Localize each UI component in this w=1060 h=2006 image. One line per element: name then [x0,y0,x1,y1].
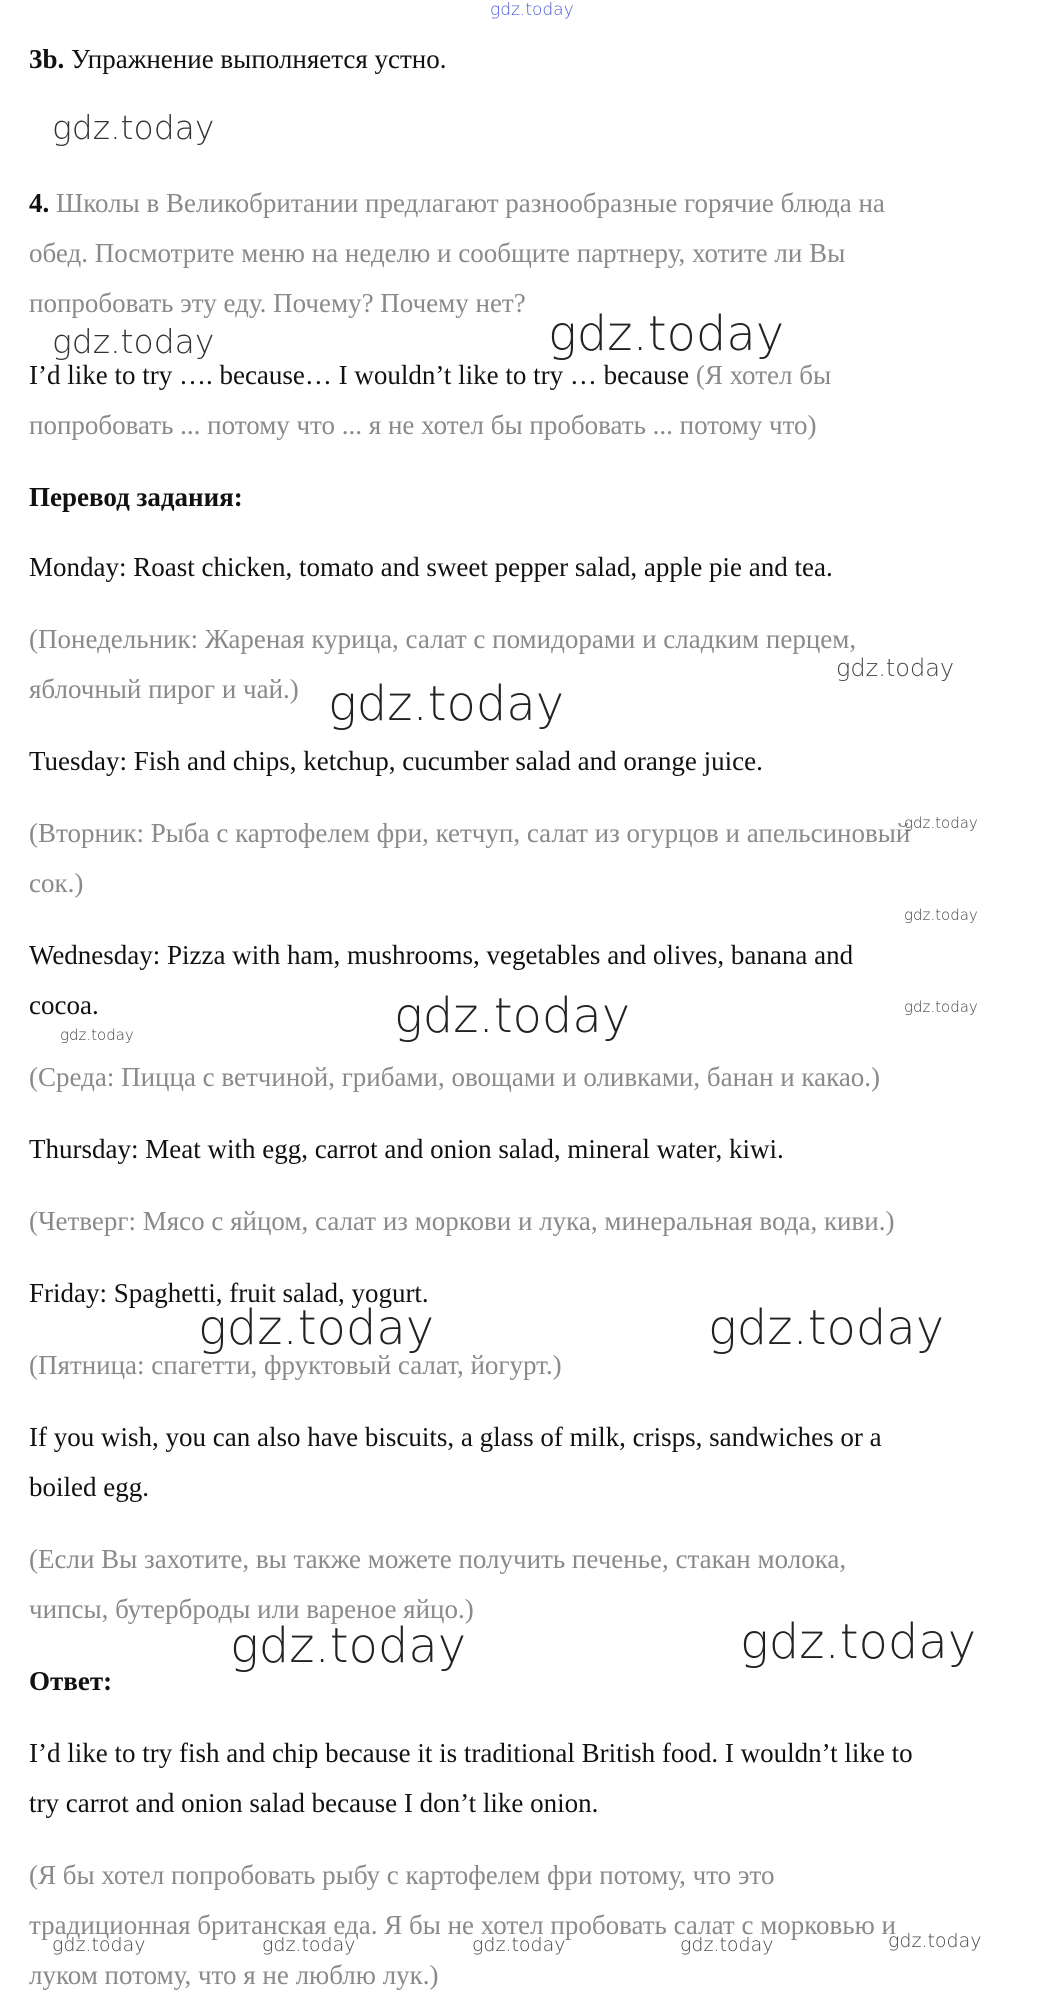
watermark: gdz.today [328,676,565,732]
exercise-4-number: 4. [29,188,50,218]
pattern-ru-1: (Я хотел бы [689,360,832,390]
answer-ru-1: (Я бы хотел попробовать рыбу с картофелем фри потому, что это [29,1860,775,1890]
watermark: gdz.today [904,814,978,832]
friday-en: Friday: Spaghetti, fruit salad, yogurt. [29,1278,429,1308]
pattern-ru-2: попробовать ... потому что ... я не хотел бы пробовать ... потому что) [29,410,817,440]
watermark: gdz.today [740,1614,977,1670]
wednesday-en-1: Wednesday: Pizza with ham, mushrooms, vegetables and olives, banana and [29,940,854,970]
extra-ru-1: (Если Вы захотите, вы также можете получить печенье, стакан молока, [29,1544,847,1574]
watermark: gdz.today [52,108,215,147]
watermark: gdz.today [472,1934,566,1956]
translation-heading: Перевод задания: [29,482,243,512]
watermark: gdz.today [708,1300,945,1356]
answer-heading: Ответ: [29,1666,113,1696]
tuesday-ru-2: сок.) [29,868,84,898]
answer-ru-3: луком потому, что я не люблю лук.) [29,1960,439,1990]
exercise-4-task-2: обед. Посмотрите меню на неделю и сообщите партнеру, хотите ли Вы [29,238,846,268]
pattern-line-1 [29,358,831,392]
thursday-ru: (Четверг: Мясо с яйцом, салат из моркови и лука, минеральная вода, киви.) [29,1206,895,1236]
exercise-4-task-1: Школы в Великобритании предлагают разнообразные горячие блюда на [49,188,885,218]
answer-en-2: try carrot and onion salad because I don’t like onion. [29,1788,599,1818]
exercise-4-line-1 [29,186,885,220]
thursday-en: Thursday: Meat with egg, carrot and onion salad, mineral water, kiwi. [29,1134,784,1164]
answer-ru-2: традиционная британская еда. Я бы не хотел пробовать салат с морковью и [29,1910,896,1940]
exercise-3b-number: 3b. [29,44,65,74]
watermark: gdz.today [52,1934,146,1956]
watermark: gdz.today [904,906,978,924]
monday-ru-1: (Понедельник: Жареная курица, салат с помидорами и сладким перцем, [29,624,857,654]
wednesday-en-2: cocoa. [29,990,99,1020]
wednesday-ru: (Среда: Пицца с ветчиной, грибами, овощами и оливками, банан и какао.) [29,1062,881,1092]
watermark: gdz.today [548,306,785,362]
exercise-4-task-3: попробовать эту еду. Почему? Почему нет? [29,288,526,318]
pattern-en: I’d like to try …. because… I wouldn’t like to try … because [29,360,690,390]
watermark: gdz.today [198,1300,435,1356]
watermark: gdz.today [904,998,978,1016]
site-watermark-top: gdz.today [490,0,574,20]
extra-en-2: boiled egg. [29,1472,149,1502]
exercise-3b [29,42,447,76]
friday-ru: (Пятница: спагетти, фруктовый салат, йогурт.) [29,1350,562,1380]
watermark: gdz.today [60,1026,134,1044]
extra-ru-2: чипсы, бутерброды или вареное яйцо.) [29,1594,474,1624]
watermark: gdz.today [836,654,955,682]
watermark: gdz.today [230,1618,467,1674]
answer-en-1: I’d like to try fish and chip because it is traditional British food. I wouldn’t like to [29,1738,913,1768]
watermark: gdz.today [262,1934,356,1956]
watermark: gdz.today [888,1930,982,1952]
monday-en: Monday: Roast chicken, tomato and sweet pepper salad, apple pie and tea. [29,552,833,582]
watermark: gdz.today [394,988,631,1044]
monday-ru-2: яблочный пирог и чай.) [29,674,299,704]
watermark: gdz.today [52,322,215,361]
tuesday-en: Tuesday: Fish and chips, ketchup, cucumber salad and orange juice. [29,746,763,776]
watermark: gdz.today [680,1934,774,1956]
tuesday-ru-1: (Вторник: Рыба с картофелем фри, кетчуп, салат из огурцов и апельсиновый [29,818,911,848]
extra-en-1: If you wish, you can also have biscuits, a glass of milk, crisps, sandwiches or a [29,1422,882,1452]
exercise-3b-text: Упражнение выполняется устно. [64,44,447,74]
